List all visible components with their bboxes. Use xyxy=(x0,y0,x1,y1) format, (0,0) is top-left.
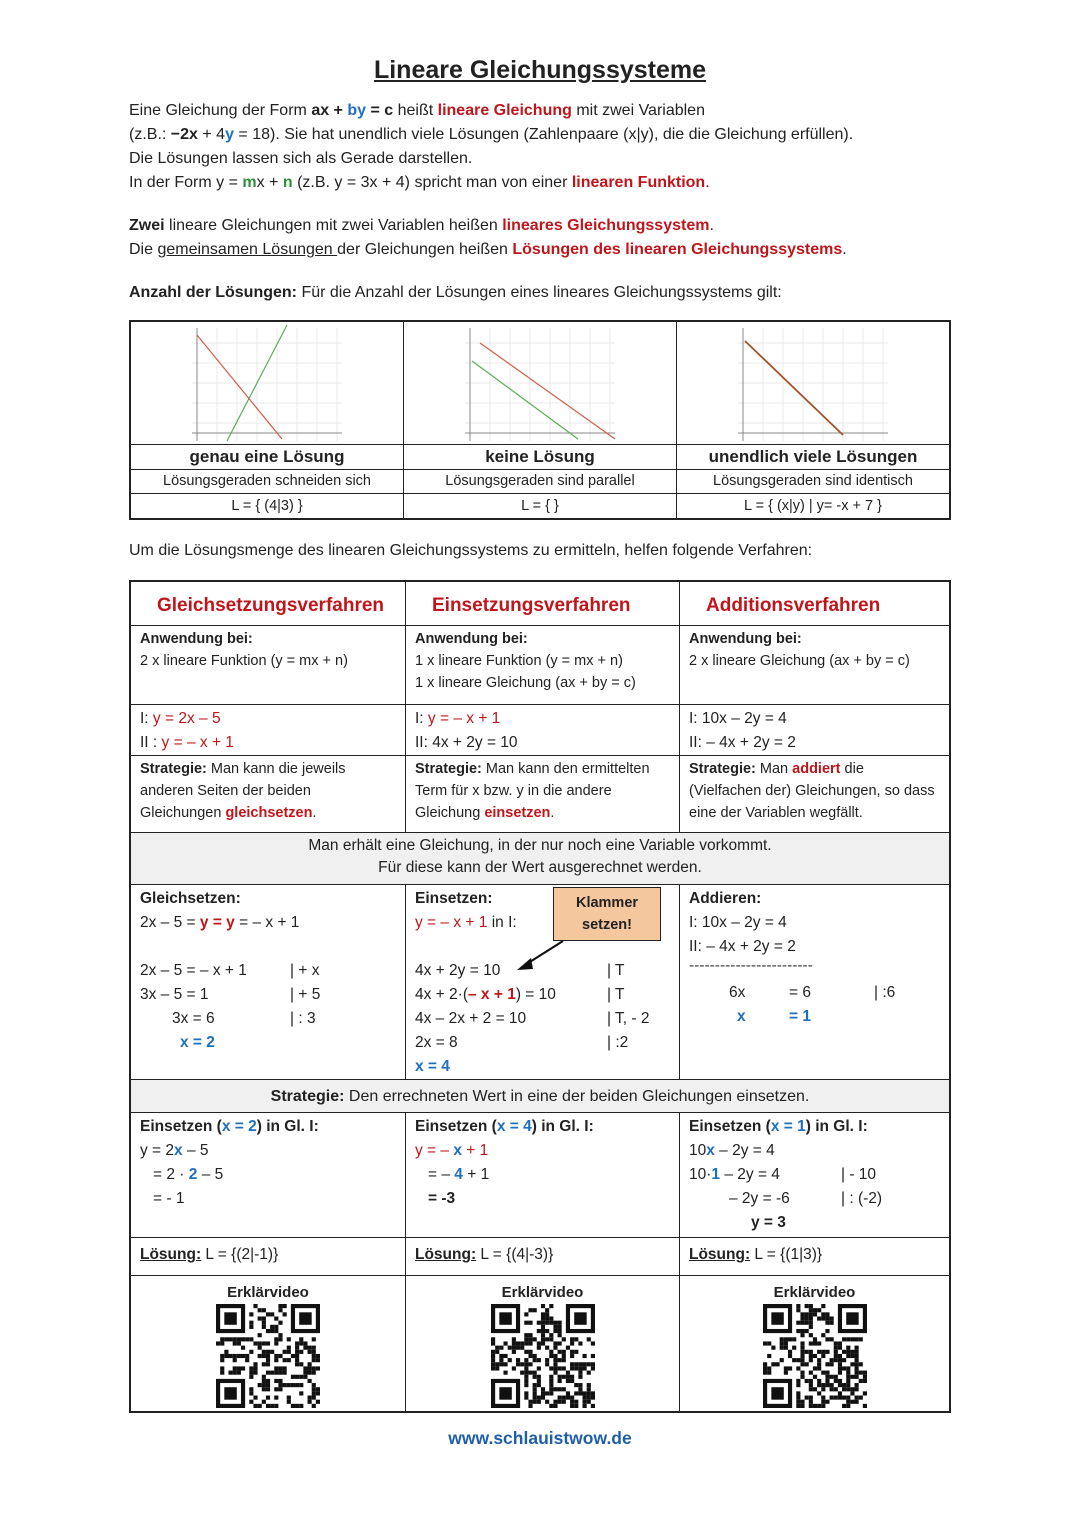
qr-code-icon[interactable] xyxy=(216,1304,320,1408)
strategy2-row xyxy=(131,1080,949,1113)
back-substitution-cell: Einsetzen (x = 1) in Gl. I: 10x – 2y = 4 10·1 – 2y = 4 | - 10 – 2y = -6 | : (-2) y = 3 xyxy=(689,1118,883,1231)
video-cell[interactable] xyxy=(406,1276,680,1411)
video-label: Erklärvideo xyxy=(501,1284,584,1301)
video-label: Erklärvideo xyxy=(227,1284,309,1301)
graph-identical-lines xyxy=(677,322,949,445)
method-title: Additionsverfahren xyxy=(706,595,881,616)
page-title: Lineare Gleichungssysteme xyxy=(373,56,707,84)
methods-header-row xyxy=(131,582,949,626)
video-cell[interactable] xyxy=(680,1276,949,1411)
case-one-solution xyxy=(131,322,404,518)
solution-set: L = { (x|y) | y= -x + 7 } xyxy=(744,498,882,514)
back-substitution-cell: Einsetzen (x = 2) in Gl. I: y = 2x – 5 = 2 · 2 – 5 = - 1 xyxy=(131,1113,406,1237)
solution-count-table xyxy=(129,320,951,520)
back-substitution-cell: Einsetzen (x = 4) in Gl. I: y = – x + 1 = – 4 + 1 = -3 xyxy=(406,1113,680,1237)
case-title: keine Lösung xyxy=(404,445,676,470)
solution-row xyxy=(131,1238,949,1276)
equation-system: I: y = – x + 1 II: 4x + 2y = 10 xyxy=(406,705,680,755)
anwendung-cell: Anwendung bei: 2 x lineare Gleichung (ax + by = c) xyxy=(689,631,910,669)
methods-intro: Um die Lösungsmenge des linearen Gleichungssystems zu ermitteln, helfen folgende Verfahren: xyxy=(129,542,813,559)
method-title: Gleichsetzungsverfahren xyxy=(131,582,406,625)
lgs-definition: Zwei lineare Gleichungen mit zwei Variablen heißen lineares Gleichungssystem. Die gemeinsamen Lösungen der Gleichungen heißen Lösungen des linearen Gleichungssystems. xyxy=(129,217,847,258)
case-description: Lösungsgeraden sind parallel xyxy=(404,470,676,494)
solution-count-intro: Anzahl der Lösungen: Für die Anzahl der Lösungen eines lineares Gleichungssystems gilt: xyxy=(129,284,782,301)
computation-row xyxy=(131,885,949,1080)
case-description: Lösungsgeraden sind identisch xyxy=(677,470,949,494)
arrow-icon xyxy=(511,937,571,973)
methods-table xyxy=(129,580,951,1413)
solution-set: L = { } xyxy=(521,498,559,514)
strategy2-cell: Strategie: Den errechneten Wert in eine der beiden Gleichungen einsetzen. xyxy=(270,1088,810,1105)
method-title: Einsetzungsverfahren xyxy=(406,582,680,625)
intro-paragraph: Eine Gleichung der Form ax + by = c heißt lineare Gleichung mit zwei Variablen (z.B.: −2x + 4y = 18). Sie hat unendlich viele Lösungen (Zahlenpaare (x|y), die die Gleichung erfüllen). Die Lösungen lassen sich als Gerade darstellen. In der Form y = mx + n (z.B. y = 3x + 4) spricht man von einer linearen Funktion. xyxy=(129,102,854,191)
strategy-cell: Strategie: Man addiert die (Vielfachen der) Gleichungen, so dass eine der Variablen wegfällt. xyxy=(689,761,935,821)
strategy-row xyxy=(131,756,949,833)
equation-system: I: 10x – 2y = 4 II: – 4x + 2y = 2 xyxy=(689,710,796,751)
anwendung-cell: Anwendung bei: 1 x lineare Funktion (y = mx + n) 1 x lineare Gleichung (ax + by = c) xyxy=(406,626,680,704)
video-row xyxy=(131,1276,949,1411)
equation-system: I: y = 2x – 5 II : y = – x + 1 xyxy=(131,705,406,755)
video-cell[interactable] xyxy=(131,1276,406,1411)
strategy-cell: Strategie: Man kann die jeweils anderen Seiten der beiden Gleichungen gleichsetzen. xyxy=(131,756,406,832)
footer-link[interactable]: www.schlauistwow.de xyxy=(448,1428,632,1448)
case-infinite-solutions xyxy=(677,322,949,518)
systems-row xyxy=(131,705,949,756)
solution-cell: Lösung: L = {(4|-3)} xyxy=(406,1238,680,1275)
case-title: unendlich viele Lösungen xyxy=(677,445,949,470)
back-substitution-row xyxy=(131,1113,949,1238)
strategy-cell: Strategie: Man kann den ermittelten Term für x bzw. y in die andere Gleichung einsetzen. xyxy=(406,756,680,832)
info-cell: Man erhält eine Gleichung, in der nur noch eine Variable vorkommt. Für diese kann der Wert ausgerechnet werden. xyxy=(308,837,772,876)
klammer-hint-box: Klammer setzen! xyxy=(553,887,661,941)
anwendung-row xyxy=(131,626,949,705)
anwendung-cell: Anwendung bei: 2 x lineare Funktion (y = mx + n) xyxy=(131,626,406,704)
solution-cell: Lösung: L = {(2|-1)} xyxy=(131,1238,406,1275)
video-label: Erklärvideo xyxy=(773,1284,856,1301)
graph-intersecting-lines xyxy=(131,322,403,445)
info-row xyxy=(131,833,949,885)
solution-cell: Lösung: L = {(1|3)} xyxy=(689,1246,823,1263)
addieren-cell: Addieren: I: 10x – 2y = 4 II: – 4x + 2y = 2 ------------------------ 6x = 6 | :6 x = 1 xyxy=(689,890,896,1025)
case-title: genau eine Lösung xyxy=(131,445,403,470)
qr-code-icon[interactable] xyxy=(491,1304,595,1408)
graph-parallel-lines xyxy=(404,322,676,445)
einsetzen-cell: Einsetzen: y = – x + 1 in I: Klammer setzen! 4x + 2y = 10 | T 4x + 2·(– x + 1) = 10 | T 4x – 2x + 2 = 10 | T, - 2 2x = 8 | :2 x = 4 xyxy=(406,885,680,1079)
solution-set: L = { (4|3) } xyxy=(231,498,303,514)
case-no-solution xyxy=(404,322,677,518)
case-description: Lösungsgeraden schneiden sich xyxy=(131,470,403,494)
qr-code-icon[interactable] xyxy=(763,1304,867,1408)
gleichsetzen-cell: Gleichsetzen: 2x – 5 = y = y = – x + 1 2x – 5 = – x + 1 | + x 3x – 5 = 1 | + 5 3x = 6 | : 3 x = 2 xyxy=(131,885,406,1079)
